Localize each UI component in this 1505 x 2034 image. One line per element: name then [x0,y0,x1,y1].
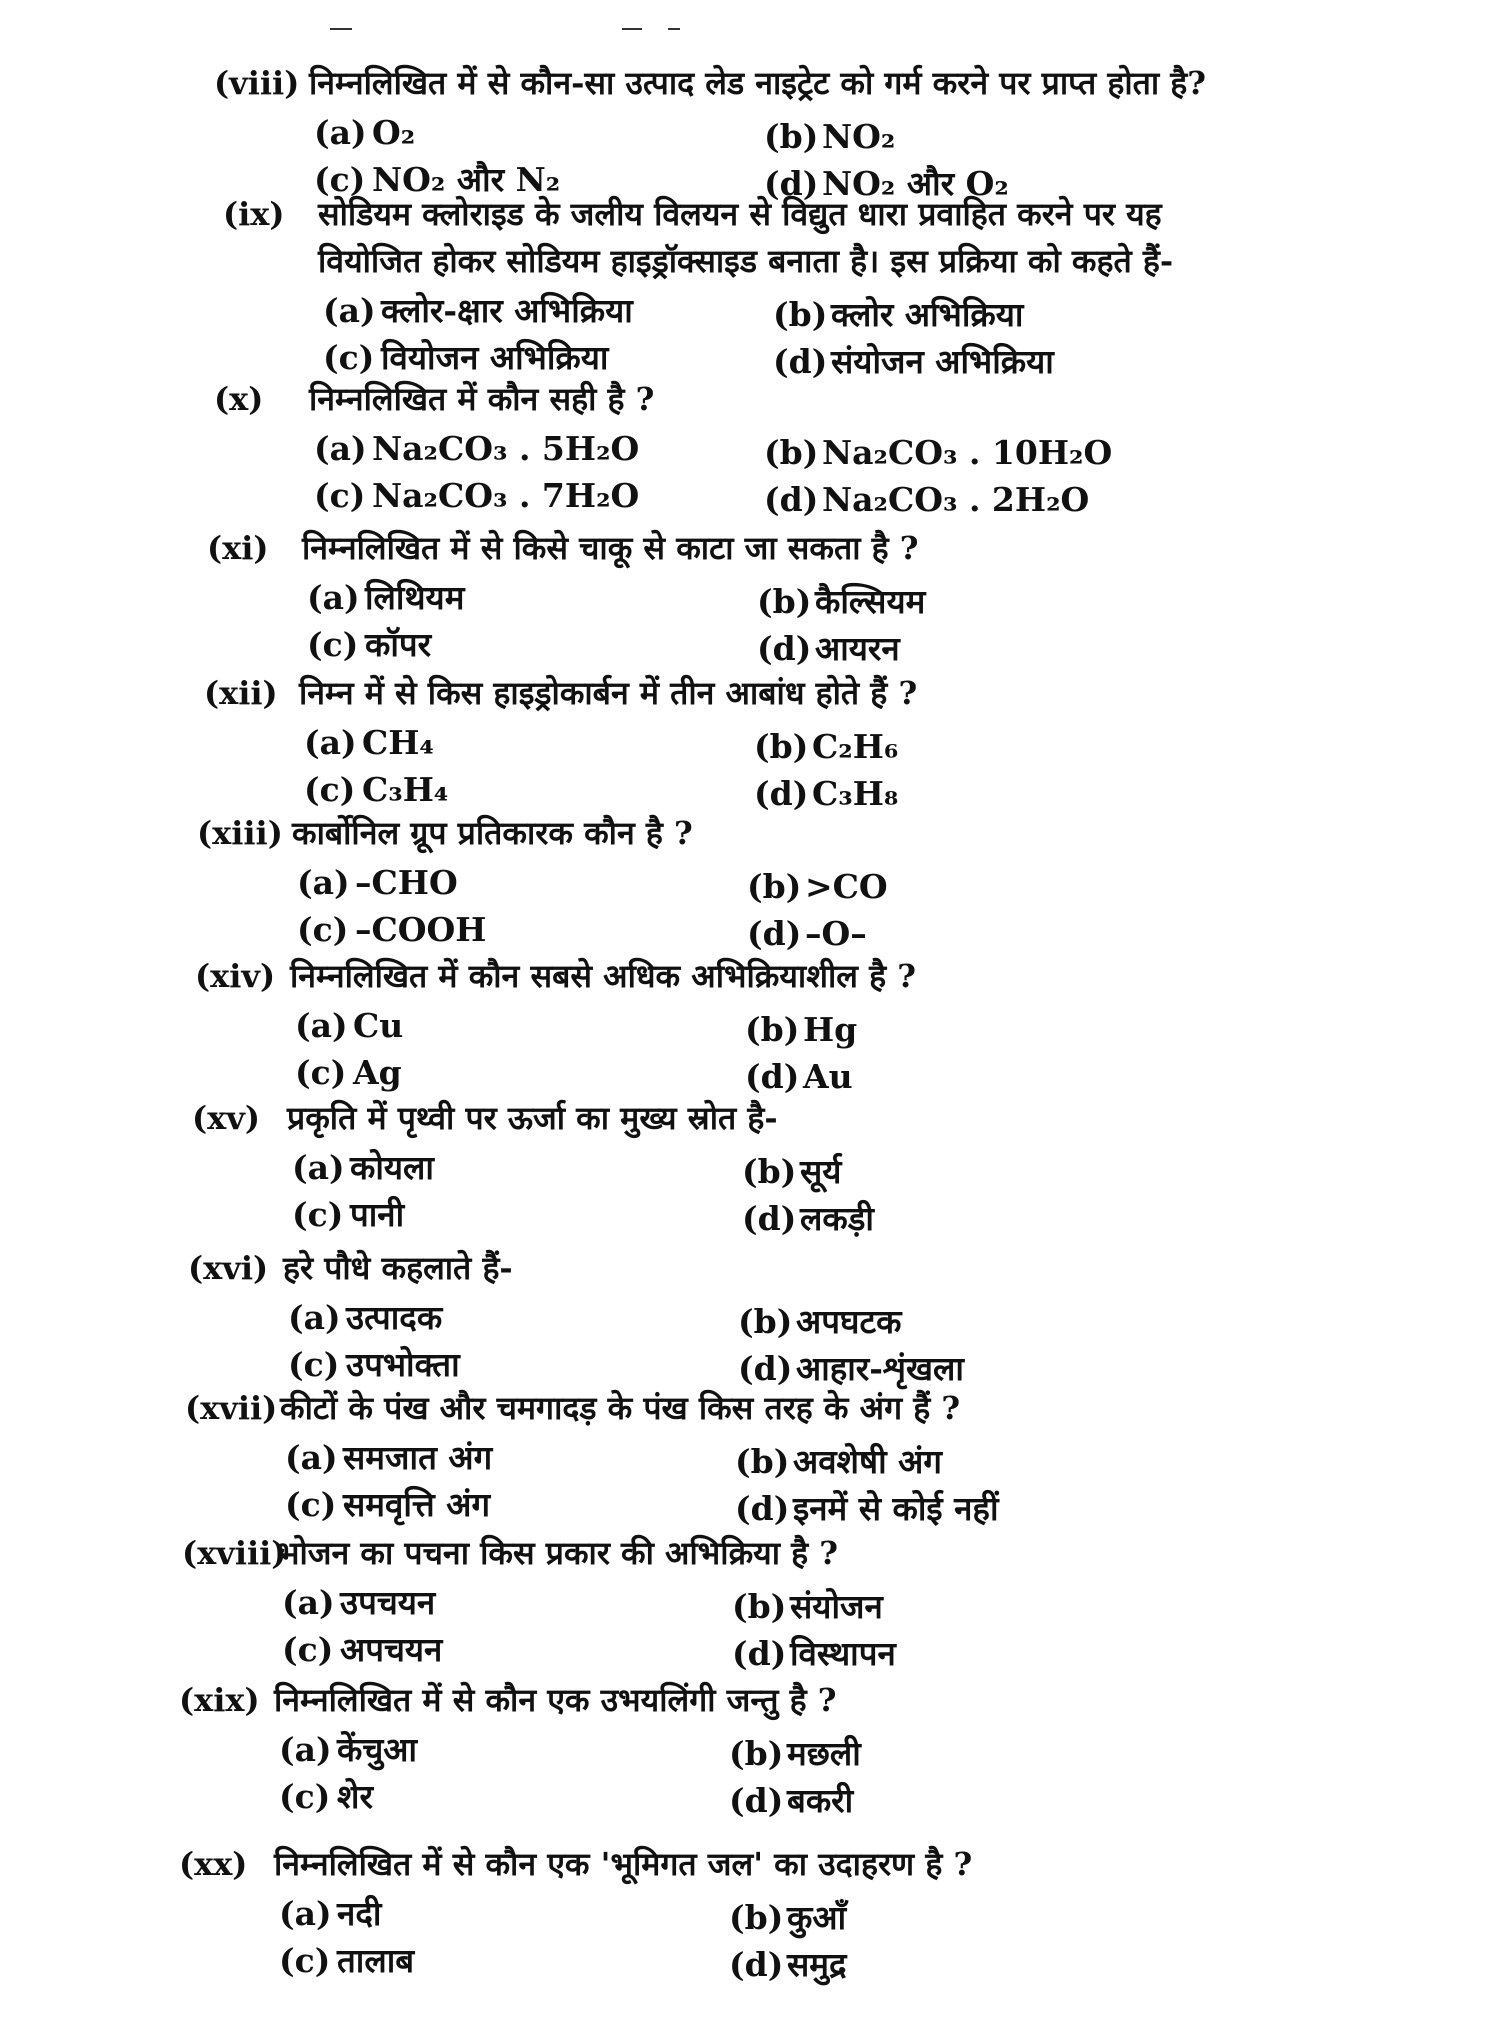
option-label: (c) [304,770,356,809]
question-text: निम्नलिखित में से कौन एक उभयलिंगी जन्तु है ? [274,1681,837,1719]
option-c [297,907,486,953]
question-text: निम्नलिखित में से कौन-सा उत्पाद लेड नाइट्रेट को गर्म करने पर प्राप्त होता है? [309,64,1207,102]
option-text: अवशेषी अंग [793,1442,942,1481]
option-label: (a) [282,1583,335,1622]
option-text: मछली [787,1734,861,1773]
option-text: उपचयन [340,1583,436,1622]
option-label: (b) [729,1898,784,1937]
option-c [292,1192,404,1238]
option-label: (d) [742,1199,797,1238]
option-label: (b) [732,1587,787,1626]
option-b [732,1584,883,1630]
option-label: (a) [297,863,350,902]
option-label: (a) [279,1894,332,1933]
option-label: (d) [745,1057,800,1096]
option-text: CH₄ [362,723,434,762]
option-text: Ag [353,1053,402,1092]
question-number: (xv) [192,1099,260,1137]
question-text: सोडियम क्लोराइड के जलीय विलयन से विद्युत धारा प्रवाहित करने पर यह [318,195,1162,233]
option-text: Na₂CO₃ . 10H₂O [822,433,1113,472]
option-label: (d) [735,1489,790,1528]
option-text: O₂ [372,113,416,152]
option-d [729,1942,847,1988]
scan-mark [330,28,352,30]
question-text: निम्नलिखित में कौन सबसे अधिक अभिक्रियाशील है ? [290,957,916,995]
option-text: लिथियम [365,578,465,617]
option-label: (b) [738,1302,793,1341]
option-text: लकड़ी [800,1199,874,1238]
question-number: (xiv) [195,957,276,995]
option-a [285,1435,492,1481]
option-text: Na₂CO₃ . 2H₂O [822,480,1090,519]
question-text: हरे पौधे कहलाते हैं- [283,1249,513,1287]
option-label: (b) [754,727,809,766]
option-b [742,1149,841,1195]
option-label: (c) [314,476,366,515]
option-a [295,1003,403,1049]
option-b [745,1007,857,1053]
option-c [323,335,608,381]
option-label: (c) [295,1053,347,1092]
option-text: पानी [350,1195,405,1234]
option-text: कॉपर [365,625,432,664]
option-c [295,1050,402,1096]
option-text: क्लोर अभिक्रिया [831,295,1024,334]
option-text: कुआँ [787,1898,847,1937]
question-number: (xvi) [188,1249,269,1287]
option-text: अपघटक [796,1302,902,1341]
option-text: C₂H₆ [812,727,899,766]
question-text: भोजन का पचना किस प्रकार की अभिक्रिया है ? [277,1534,839,1572]
option-b [764,430,1112,476]
option-text: आहार-शृंखला [796,1349,964,1388]
question-number: (xvii) [185,1389,278,1427]
question-text: कीटों के पंख और चमगादड़ के पंख किस तरह के अंग हैं ? [280,1389,961,1427]
option-text: केंचुआ [337,1730,418,1769]
option-a [314,110,415,156]
option-text: इनमें से कोई नहीं [793,1489,999,1528]
option-text: >CO [805,867,888,906]
option-text: समवृत्ति अंग [343,1485,491,1524]
question-text: निम्नलिखित में से कौन एक 'भूमिगत जल' का उदाहरण है ? [274,1845,973,1883]
option-label: (b) [745,1010,800,1049]
question-number: (ix) [223,195,285,233]
scan-mark [622,28,642,30]
option-a [314,426,639,472]
question-text: निम्नलिखित में कौन सही है ? [309,380,655,418]
option-label: (a) [288,1298,341,1337]
option-c [304,767,448,813]
option-text: –O– [805,914,867,953]
option-label: (a) [285,1438,338,1477]
option-label: (a) [292,1148,345,1187]
option-d [757,626,900,672]
option-text: सूर्य [800,1152,842,1191]
option-d [735,1486,999,1532]
option-label: (d) [754,774,809,813]
option-b [757,579,925,625]
option-label: (b) [757,582,812,621]
option-text: –COOH [355,910,487,949]
question-text: वियोजित होकर सोडियम हाइड्रॉक्साइड बनाता है। इस प्रक्रिया को कहते हैं- [318,242,1174,280]
option-text: संयोजन अभिक्रिया [831,342,1054,381]
question-text: निम्न में से किस हाइड्रोकार्बन में तीन आबांध होते हैं ? [299,674,918,712]
option-label: (b) [729,1734,784,1773]
option-label: (d) [773,342,828,381]
option-text: NO₂ [822,117,896,156]
option-d [747,911,867,957]
option-d [742,1196,874,1242]
option-b [754,724,898,770]
option-label: (b) [742,1152,797,1191]
option-label: (b) [764,433,819,472]
question-number: (x) [214,380,264,418]
option-b [735,1439,942,1485]
scan-mark [668,28,680,30]
option-label: (a) [314,113,367,152]
option-a [297,860,458,906]
option-b [764,114,895,160]
option-label: (d) [747,914,802,953]
question-number: (xii) [204,674,278,712]
option-text: C₃H₄ [362,770,449,809]
option-label: (c) [288,1345,340,1384]
option-label: (a) [304,723,357,762]
option-text: आयरन [815,629,900,668]
option-b [729,1895,846,1941]
option-label: (c) [279,1777,331,1816]
option-label: (c) [323,338,375,377]
option-d [773,339,1054,385]
option-c [285,1482,490,1528]
option-label: (a) [307,578,360,617]
option-d [745,1054,853,1100]
option-label: (c) [285,1485,337,1524]
option-text: बकरी [787,1781,854,1820]
option-label: (b) [747,867,802,906]
option-text: –CHO [355,863,458,902]
option-text: Au [803,1057,853,1096]
option-text: तालाब [337,1941,415,1980]
option-c [288,1342,460,1388]
option-label: (d) [757,629,812,668]
option-b [773,292,1023,338]
option-label: (d) [764,164,819,203]
option-d [729,1778,853,1824]
option-text: C₃H₈ [812,774,899,813]
option-a [304,720,434,766]
option-d [754,771,898,817]
option-a [279,1727,417,1773]
option-label: (b) [735,1442,790,1481]
question-text: कार्बोनिल ग्रूप प्रतिकारक कौन है ? [292,814,693,852]
option-label: (a) [314,429,367,468]
option-text: अपचयन [340,1630,443,1669]
option-c [279,1938,414,1984]
option-text: समुद्र [787,1945,847,1984]
option-label: (a) [323,291,376,330]
option-label: (b) [764,117,819,156]
option-text: वियोजन अभिक्रिया [381,338,609,377]
option-label: (c) [314,160,366,199]
option-label: (c) [279,1941,331,1980]
option-a [288,1295,442,1341]
option-c [279,1774,373,1820]
option-label: (b) [773,295,828,334]
option-text: संयोजन [790,1587,883,1626]
option-text: नदी [337,1894,382,1933]
option-text: कोयला [350,1148,434,1187]
option-label: (c) [297,910,349,949]
question-number: (xi) [207,529,269,567]
option-c [314,473,639,519]
question-number: (xx) [179,1845,248,1883]
question-text: निम्नलिखित में से किसे चाकू से काटा जा सकता है ? [302,529,919,567]
option-label: (c) [282,1630,334,1669]
option-text: NO₂ और N₂ [372,160,561,199]
question-number: (xviii) [182,1534,287,1572]
option-a [292,1145,434,1191]
option-label: (c) [307,625,359,664]
option-text: Cu [353,1006,404,1045]
option-text: विस्थापन [790,1634,896,1673]
option-text: Na₂CO₃ . 7H₂O [372,476,640,515]
option-text: Na₂CO₃ . 5H₂O [372,429,640,468]
option-label: (d) [732,1634,787,1673]
option-b [747,864,888,910]
option-b [729,1731,861,1777]
option-label: (c) [292,1195,344,1234]
option-label: (a) [279,1730,332,1769]
option-text: शेर [337,1777,373,1816]
question-number: (viii) [214,64,300,102]
option-text: उत्पादक [346,1298,443,1337]
option-a [323,288,633,334]
question-number: (xix) [179,1681,260,1719]
option-a [307,575,464,621]
option-text: Hg [803,1010,858,1049]
option-a [279,1891,381,1937]
option-a [282,1580,435,1626]
option-text: क्लोर-क्षार अभिक्रिया [381,291,633,330]
option-label: (d) [729,1781,784,1820]
option-text: समजात अंग [343,1438,493,1477]
option-text: NO₂ और O₂ [822,164,1009,203]
option-text: उपभोक्ता [346,1345,460,1384]
option-label: (d) [729,1945,784,1984]
question-number: (xiii) [197,814,283,852]
question-text: प्रकृति में पृथ्वी पर ऊर्जा का मुख्य स्रोत है- [287,1099,778,1137]
option-d [732,1631,896,1677]
option-label: (a) [295,1006,348,1045]
option-c [307,622,431,668]
option-label: (d) [764,480,819,519]
option-d [764,477,1089,523]
option-c [282,1627,442,1673]
option-text: कैल्सियम [815,582,926,621]
option-b [738,1299,901,1345]
option-label: (d) [738,1349,793,1388]
